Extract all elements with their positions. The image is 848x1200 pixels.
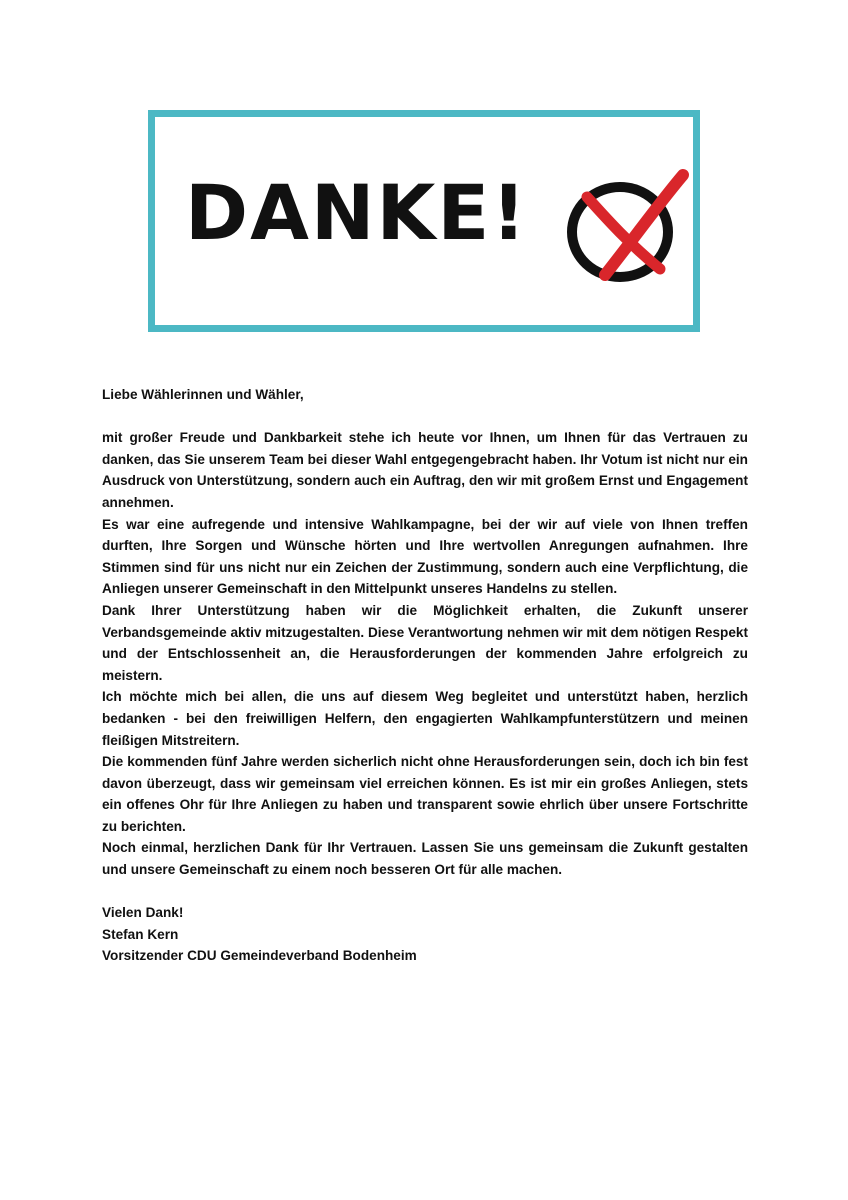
- letter-paragraph-5: Die kommenden fünf Jahre werden sicherlich nicht ohne Herausforderungen sein, doch ich bin fest davon überzeugt, dass wir gemeinsam viel erreichen können. Es ist mir ein großes Anliegen, stets ein offenes Ohr für Ihre Anliegen zu haben und transparent sowie ehrlich über unsere Fortschritte zu berichten.: [102, 754, 748, 834]
- signature-name: Stefan Kern: [102, 926, 179, 942]
- letter-paragraph-6: Noch einmal, herzlichen Dank für Ihr Vertrauen. Lassen Sie uns gemeinsam die Zukunft gestalten und unsere Gemeinschaft zu einem noch besseren Ort für alle machen.: [102, 840, 748, 878]
- letter-paragraph-2: Es war eine aufregende und intensive Wahlkampagne, bei der wir auf viele von Ihnen treffen durften, Ihre Sorgen und Wünsche hörten und Ihre wertvollen Anregungen aufnahmen. Ihre Stimmen sind für uns nicht nur ein Zeichen der Zustimmung, sondern auch eine Verpflichtung, die Anliegen unserer Gemeinschaft in den Mittelpunkt unseres Handelns zu stellen.: [102, 516, 748, 597]
- letter-paragraph-1: mit großer Freude und Dankbarkeit stehe ich heute vor Ihnen, um Ihnen für das Vertrauen zu danken, das Sie unserem Team bei dieser Wahl entgegengebracht haben. Ihr Votum ist nicht nur ein Ausdruck von Unterstützung, sondern auch ein Auftrag, den wir mit großem Ernst und Engagement annehmen.: [102, 430, 748, 510]
- banner-headline: DANKE!: [185, 168, 528, 257]
- letter-salutation: Liebe Wählerinnen und Wähler,: [102, 387, 304, 402]
- thank-you-banner: [148, 110, 700, 332]
- ballot-cross-icon: [565, 157, 695, 287]
- signature-role: Vorsitzender CDU Gemeindeverband Bodenheim: [102, 948, 417, 964]
- thank-you-letter: [102, 384, 748, 967]
- letter-paragraph-3: Dank Ihrer Unterstützung haben wir die Möglichkeit erhalten, die Zukunft unserer Verbandsgemeinde aktiv mitzugestalten. Diese Verantwortung nehmen wir mit dem nötigen Respekt und der Entschlossenheit an, die Herausforderungen der kommenden Jahre erfolgreich zu meistern.: [102, 602, 748, 683]
- letter-closing: [102, 902, 748, 967]
- closing-thanks: Vielen Dank!: [102, 905, 184, 921]
- letter-paragraph-4: Ich möchte mich bei allen, die uns auf diesem Weg begleitet und unterstützt haben, herzlich bedanken - bei den freiwilligen Helfern, den engagierten Wahlkampfunterstützern und meinen fleißigen Mitstreitern.: [102, 689, 748, 748]
